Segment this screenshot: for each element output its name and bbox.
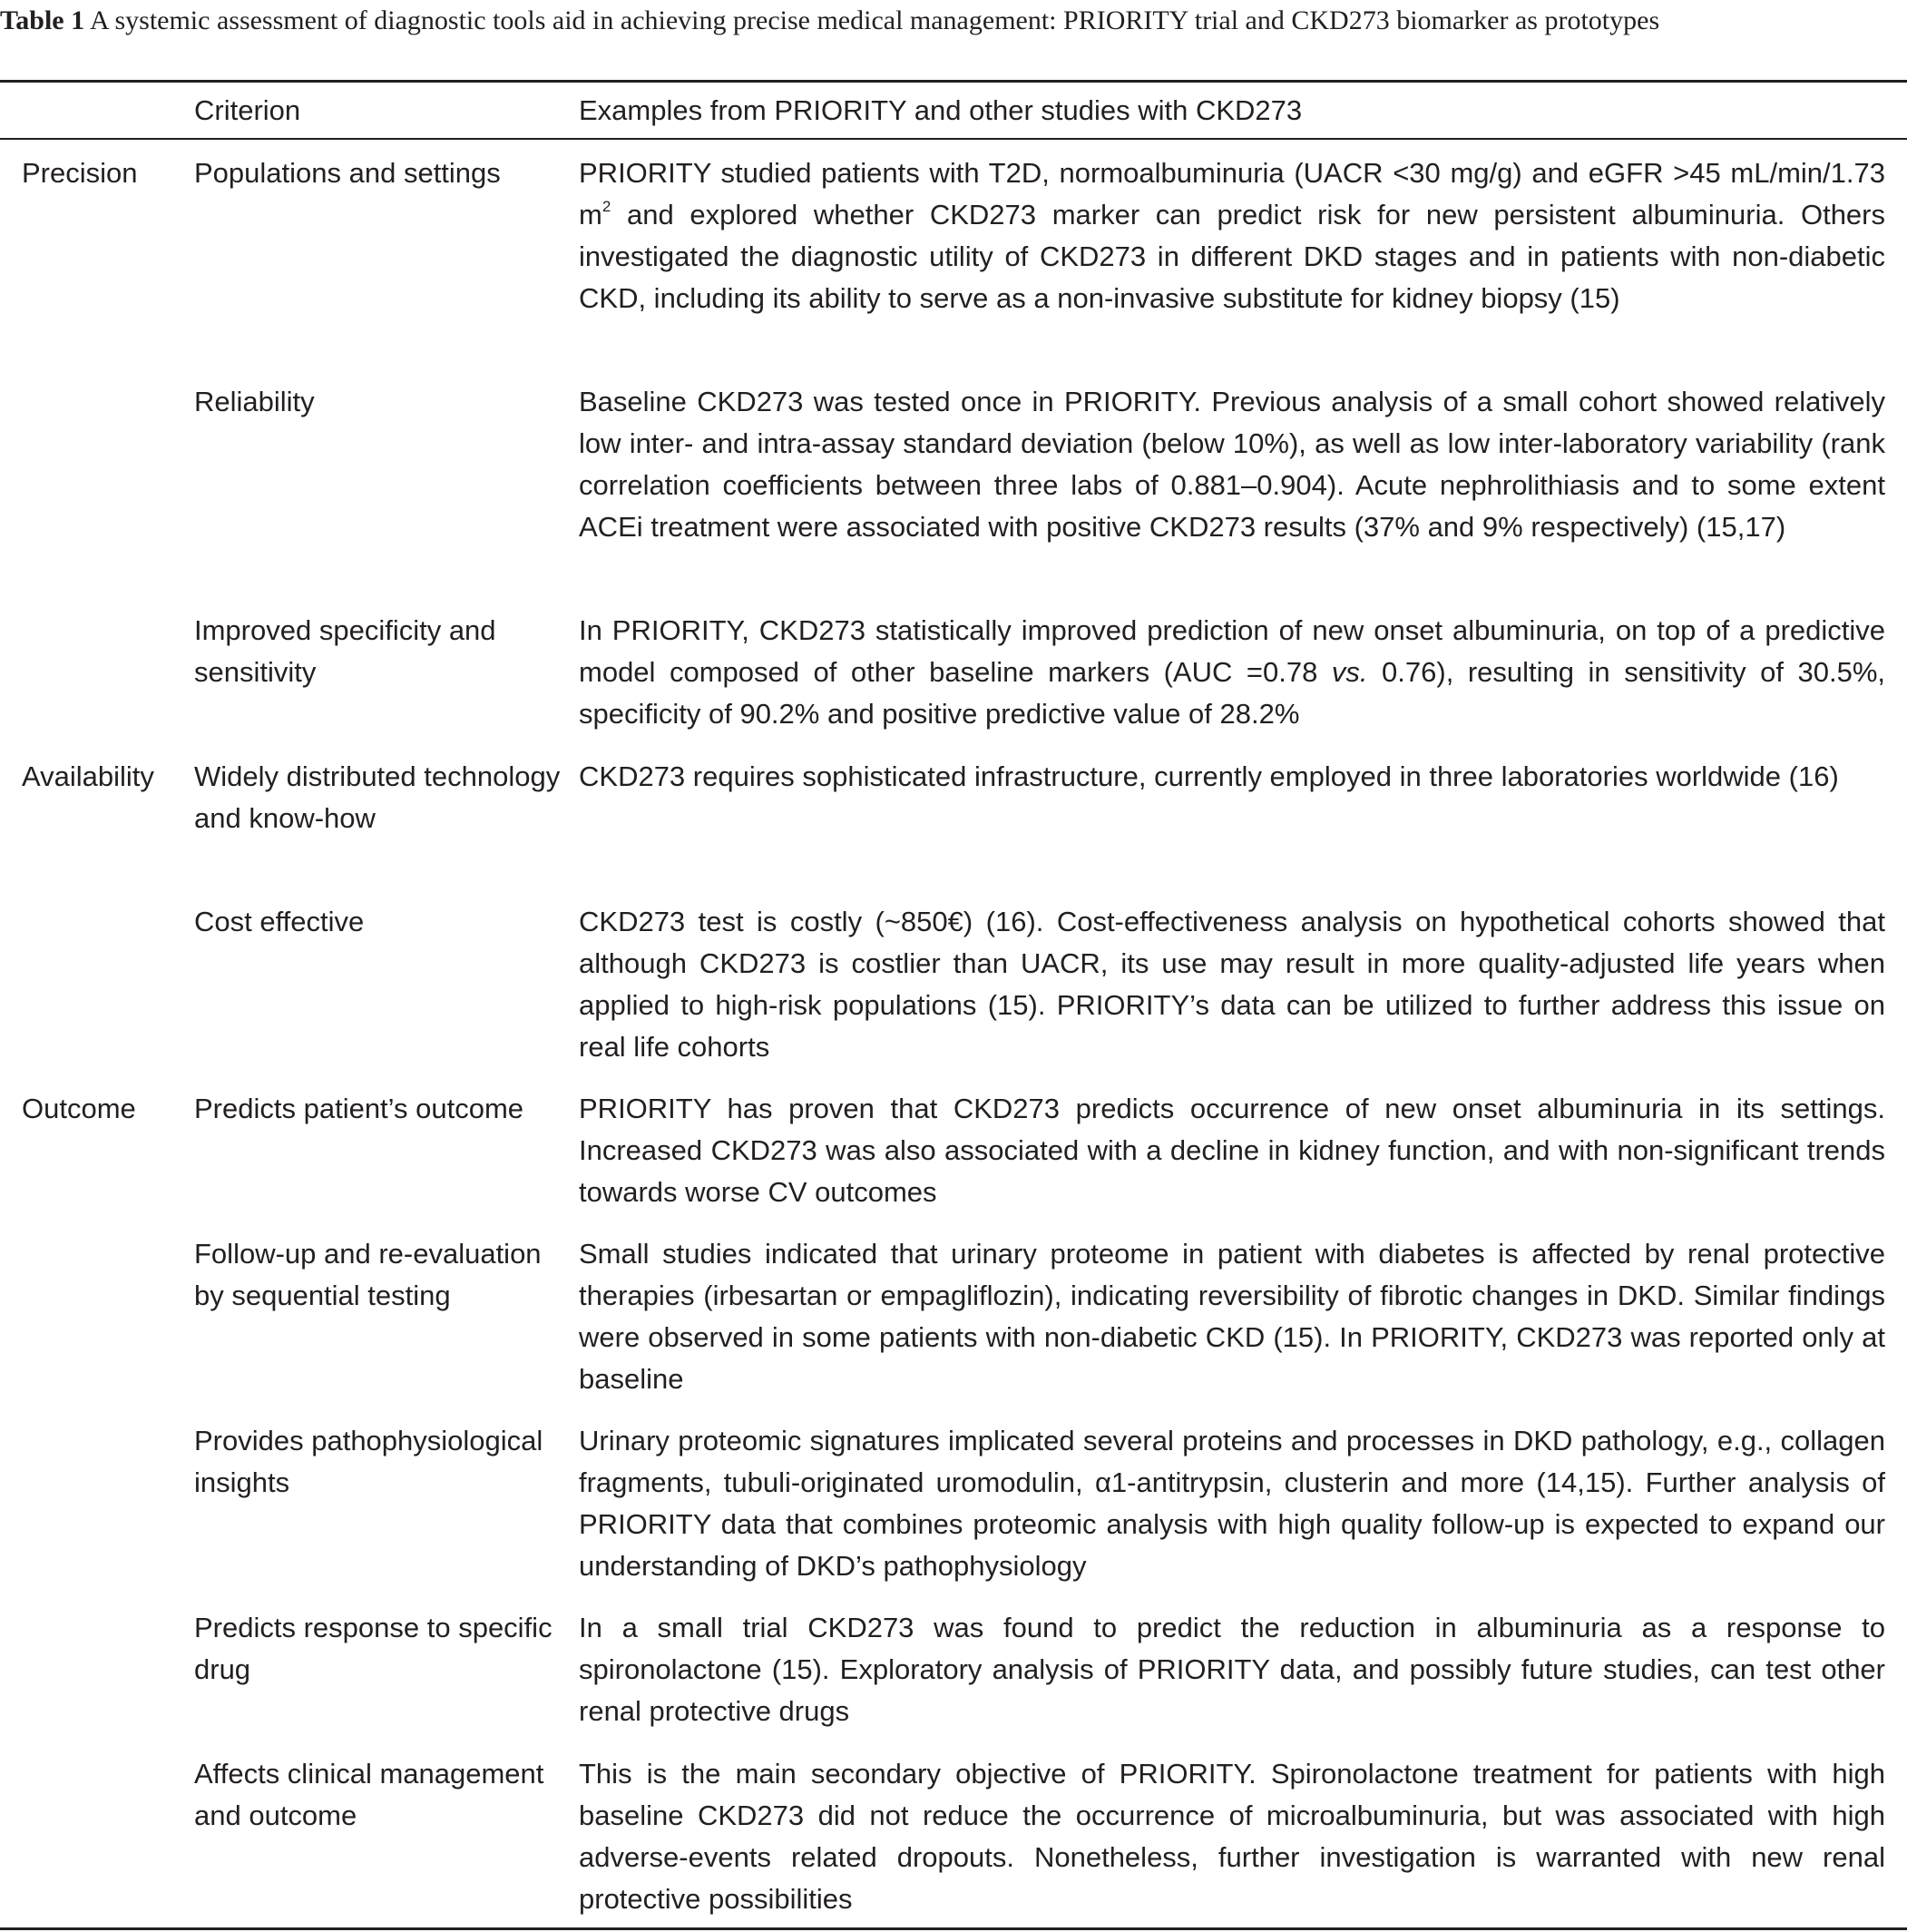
row-example-text-a: PRIORITY studied patients with T2D, normoalbuminuria (UACR <30 mg/g) and eGFR >45 mL/min/1.73 m bbox=[579, 157, 1885, 230]
row-example: PRIORITY has proven that CKD273 predicts occurrence of new onset albuminuria in its settings. Increased CKD273 was also associated with a decline in kidney function, and with non-significant trends towards worse CV outcomes bbox=[579, 1093, 1885, 1208]
row-criterion: Reliability bbox=[194, 386, 315, 417]
row-example-text-b: and explored whether CKD273 marker can predict risk for new persistent albuminuria. Others investigated the diagnostic utility of CKD273 in different DKD stages and in patients with non-diabetic CKD, including its ability to serve as a non-invasive substitute for kidney biopsy (15) bbox=[579, 199, 1885, 314]
row-criterion: Improved specificity and sensitivity bbox=[194, 614, 496, 688]
table-header-rule bbox=[0, 138, 1907, 140]
row-criterion: Predicts patient’s outcome bbox=[194, 1093, 524, 1124]
row-example: Small studies indicated that urinary proteome in patient with diabetes is affected by renal protective therapies (irbesartan or empagliflozin), indicating reversibility of fibrotic changes in DKD. Similar findings were observed in some patients with non-diabetic CKD (15). In PRIORITY, CKD273 was reported only at baseline bbox=[579, 1238, 1885, 1395]
row-criterion: Provides pathophysiological insights bbox=[194, 1425, 543, 1498]
row-criterion: Widely distributed technology and know-how bbox=[194, 760, 561, 834]
row-category: Outcome bbox=[22, 1093, 136, 1124]
row-criterion: Affects clinical management and outcome bbox=[194, 1758, 544, 1831]
table-caption-text: A systemic assessment of diagnostic tools aid in achieving precise medical management: PRIORITY trial and CKD273 biomarker as prototypes bbox=[89, 5, 1660, 35]
row-example: This is the main secondary objective of PRIORITY. Spironolactone treatment for patients with high baseline CKD273 did not reduce the occurrence of microalbuminuria, but was associated with high adverse-events related dropouts. Nonetheless, further investigation is warranted with new renal protective possibilities bbox=[579, 1758, 1885, 1915]
header-criterion: Criterion bbox=[194, 94, 301, 126]
row-criterion: Predicts response to specific drug bbox=[194, 1612, 553, 1685]
row-criterion: Populations and settings bbox=[194, 157, 501, 189]
header-examples: Examples from PRIORITY and other studies with CKD273 bbox=[579, 94, 1303, 126]
row-category: Availability bbox=[22, 760, 154, 792]
row-example bbox=[579, 152, 1885, 319]
row-criterion: Follow-up and re-evaluation by sequential testing bbox=[194, 1238, 542, 1311]
row-criterion: Cost effective bbox=[194, 906, 365, 937]
row-example-text-b: 0.76), resulting in sensitivity of 30.5%, specificity of 90.2% and positive predictive value of 28.2% bbox=[579, 656, 1886, 730]
row-example: Baseline CKD273 was tested once in PRIORITY. Previous analysis of a small cohort showed relatively low inter- and intra-assay standard deviation (below 10%), as well as low inter-laboratory variability (rank correlation coefficients between three labs of 0.881–0.904). Acute nephrolithiasis and to some extent ACEi treatment were associated with positive CKD273 results (37% and 9% respectively) (15,17) bbox=[579, 386, 1885, 543]
row-example bbox=[579, 610, 1885, 735]
row-example-italic: vs. bbox=[1331, 656, 1368, 688]
table-top-rule bbox=[0, 80, 1907, 83]
table-caption-label: Table 1 bbox=[0, 5, 85, 35]
row-example: CKD273 requires sophisticated infrastructure, currently employed in three laboratories worldwide (16) bbox=[579, 760, 1839, 792]
row-example-text-a: In PRIORITY, CKD273 statistically improved prediction of new onset albuminuria, on top of a predictive model composed of other baseline markers (AUC =0.78 bbox=[579, 614, 1885, 688]
row-category: Precision bbox=[22, 157, 138, 189]
table-caption bbox=[0, 0, 1887, 42]
table-bottom-rule bbox=[0, 1927, 1907, 1930]
row-example: In a small trial CKD273 was found to predict the reduction in albuminuria as a response to spironolactone (15). Exploratory analysis of PRIORITY data, and possibly future studies, can test other renal protective drugs bbox=[579, 1612, 1885, 1727]
row-example-superscript: 2 bbox=[601, 198, 611, 215]
row-example: CKD273 test is costly (~850€) (16). Cost-effectiveness analysis on hypothetical cohorts showed that although CKD273 is costlier than UACR, its use may result in more quality-adjusted life years when applied to high-risk populations (15). PRIORITY’s data can be utilized to further address this issue on real life cohorts bbox=[579, 906, 1885, 1063]
row-example: Urinary proteomic signatures implicated several proteins and processes in DKD pathology, e.g., collagen fragments, tubuli-originated uromodulin, α1-antitrypsin, clusterin and more (14,15). Further analysis of PRIORITY data that combines proteomic analysis with high quality follow-up is expected to expand our understanding of DKD’s pathophysiology bbox=[579, 1425, 1885, 1582]
